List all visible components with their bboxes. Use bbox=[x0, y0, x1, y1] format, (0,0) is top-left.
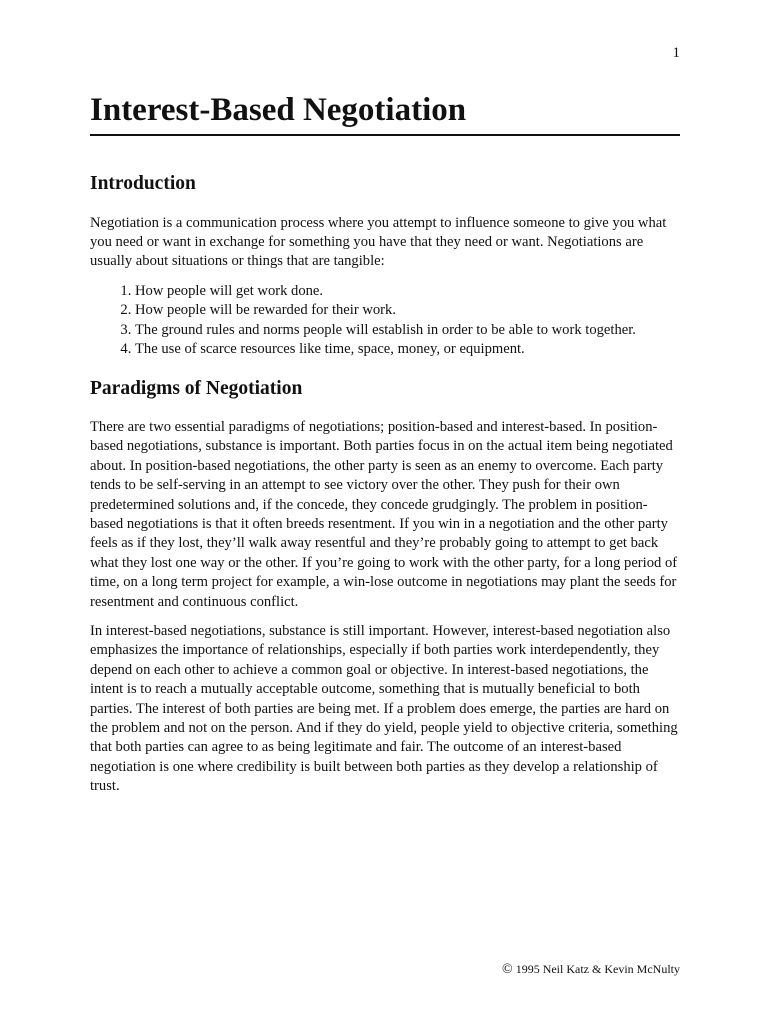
section-heading-introduction: Introduction bbox=[90, 173, 196, 195]
negotiation-topics-list bbox=[90, 282, 680, 360]
introduction-paragraph: Negotiation is a communication process where you attempt to influence someone to give you what you need or want in exchange for something you have that they need or want. Negotiations are usually about situations or things that are tangible: bbox=[90, 214, 667, 270]
copyright-footer bbox=[490, 962, 680, 978]
list-item: 3. The ground rules and norms people will establish in order to be able to work together. bbox=[135, 321, 680, 340]
copyright-icon: © bbox=[502, 962, 513, 977]
document-body bbox=[90, 90, 680, 797]
paradigms-paragraph-1: There are two essential paradigms of negotiations; position-based and interest-based. In position-based negotiations, substance is important. Both parties focus in on the actual item being negotiated about. In position-based negotiations, the other party is seen as an enemy to overcome. Each party tends to be self-serving in an attempt to see victory over the other. They push for their own predetermined solutions and, if the concede, they concede grudgingly. The problem in position-based negotiations is that it often breeds resentment. If you win in a negotiation and the other party feels as if they lost, they’ll walk away resentful and they’re probably going to attempt to get back what they lost one way or the other. If you’re going to work with the other party, for a long period of time, on a long term project for example, a win-lose outcome in negotiations may plant the seeds for resentment and continuous conflict. bbox=[90, 418, 678, 610]
paradigms-paragraph-2: In interest-based negotiations, substance is still important. However, interest-based negotiation also emphasizes the importance of relationships, especially if both parties work interdependently, they depend on each other to achieve a common goal or objective. In interest-based negotiations, the intent is to reach a mutually acceptable outcome, something that is mutually beneficial to both parties. The interest of both parties are being met. If a problem does emerge, the parties are hard on the problem and not on the person. And if they do yield, people yield to objective criteria, something that both parties can agree to as being legitimate and fair. The outcome of an interest-based negotiation is one where credibility is built between both parties as they develop a relationship of trust. bbox=[90, 622, 678, 795]
page-number: 1 bbox=[672, 45, 680, 61]
section-heading-paradigms: Paradigms of Negotiation bbox=[90, 378, 303, 400]
list-item: 1. How people will get work done. bbox=[135, 282, 680, 301]
list-item: 2. How people will be rewarded for their work. bbox=[135, 301, 680, 320]
list-item: 4. The use of scarce resources like time, space, money, or equipment. bbox=[135, 340, 680, 359]
document-title: Interest-Based Negotiation bbox=[90, 90, 680, 136]
copyright-text: 1995 Neil Katz & Kevin McNulty bbox=[515, 962, 680, 976]
